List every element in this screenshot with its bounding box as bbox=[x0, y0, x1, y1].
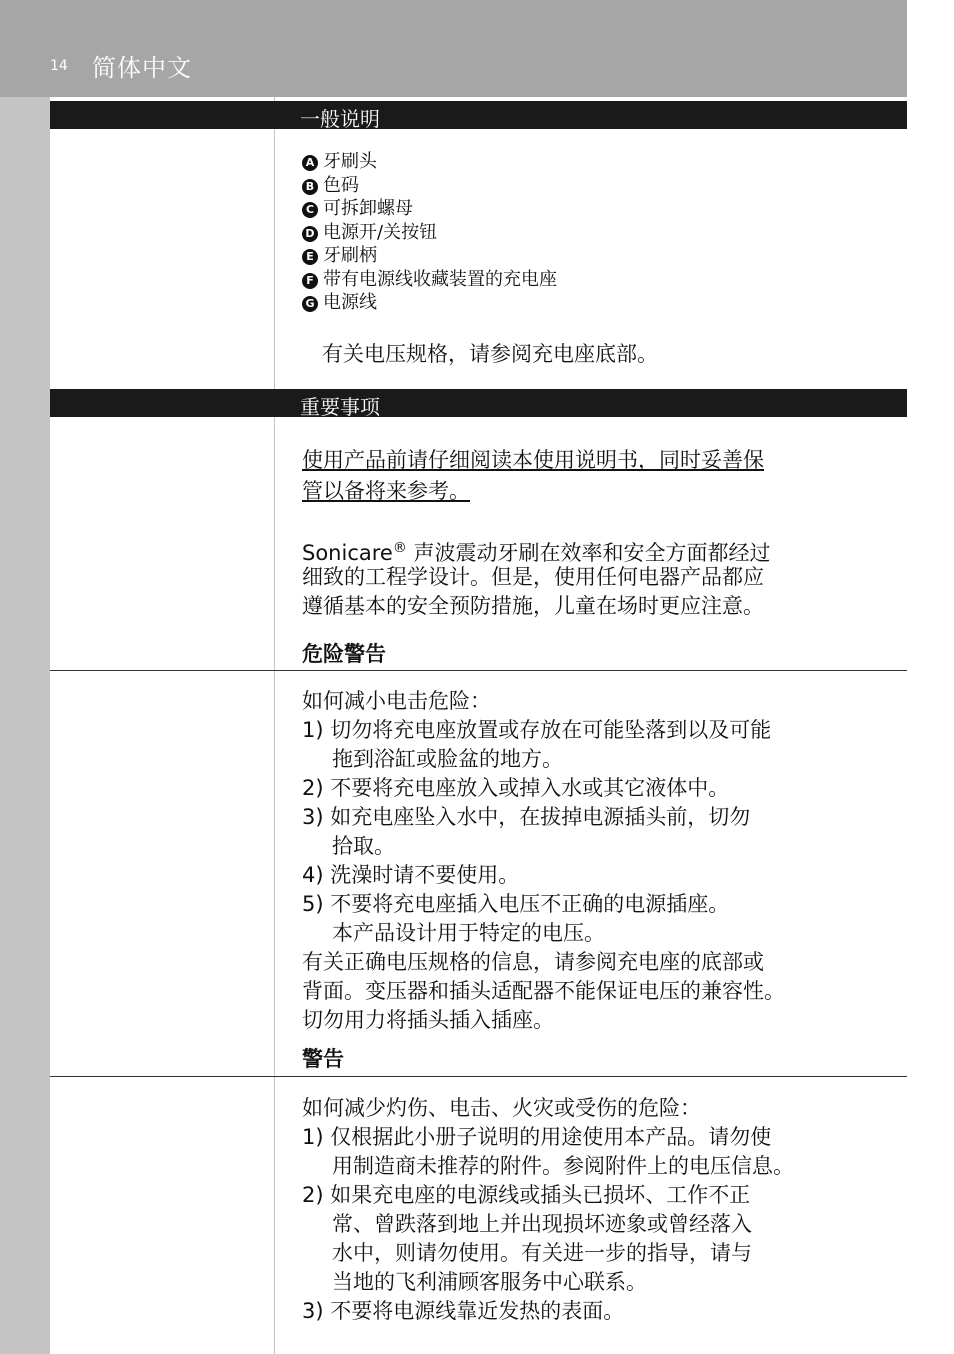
letter-badge: G bbox=[302, 296, 318, 312]
warning-line: 水中，则请勿使用。有关进一步的指导，请与 bbox=[332, 1241, 752, 1265]
letter-badge: E bbox=[302, 249, 318, 265]
danger-line: 拾取。 bbox=[332, 834, 395, 858]
divider bbox=[50, 1076, 907, 1077]
parts-list bbox=[302, 150, 557, 315]
warning-line: 当地的飞利浦顾客服务中心联系。 bbox=[332, 1270, 647, 1294]
section-title: 重要事项 bbox=[300, 395, 380, 419]
warning-line: 2) 如果充电座的电源线或插头已损坏、工作不正 bbox=[302, 1183, 751, 1207]
part-item: D 电源开/关按钮 bbox=[302, 221, 557, 245]
warning-line: 常、曾跌落到地上并出现损坏迹象或曾经落入 bbox=[332, 1212, 752, 1236]
part-item: C 可拆卸螺母 bbox=[302, 197, 557, 221]
letter-badge: C bbox=[302, 202, 318, 218]
danger-line: 1) 切勿将充电座放置或存放在可能坠落到以及可能 bbox=[302, 718, 772, 742]
part-item: E 牙刷柄 bbox=[302, 244, 557, 268]
danger-line: 背面。变压器和插头适配器不能保证电压的兼容性。 bbox=[302, 979, 785, 1003]
divider bbox=[50, 670, 907, 671]
left-white-column bbox=[50, 97, 274, 1354]
warning-line: 3) 不要将电源线靠近发热的表面。 bbox=[302, 1299, 625, 1323]
page-language-title: 简体中文 bbox=[92, 54, 192, 82]
danger-line: 有关正确电压规格的信息，请参阅充电座的底部或 bbox=[302, 950, 764, 974]
registered-mark: ® bbox=[392, 540, 407, 556]
part-item: G 电源线 bbox=[302, 291, 557, 315]
voltage-note: 有关电压规格，请参阅充电座底部。 bbox=[322, 342, 658, 366]
letter-badge: A bbox=[302, 155, 318, 171]
danger-line: 拖到浴缸或脸盆的地方。 bbox=[332, 747, 563, 771]
danger-line: 2) 不要将充电座放入或掉入水或其它液体中。 bbox=[302, 776, 730, 800]
section-heading-general-description bbox=[50, 101, 907, 129]
sonicare-line-2: 细致的工程学设计。但是，使用任何电器产品都应 bbox=[302, 565, 764, 589]
brand-name: Sonicare bbox=[302, 541, 393, 565]
warning-line: 用制造商未推荐的附件。参阅附件上的电压信息。 bbox=[332, 1154, 794, 1178]
part-item: A 牙刷头 bbox=[302, 150, 557, 174]
letter-badge: F bbox=[302, 273, 318, 289]
part-item: F 带有电源线收藏装置的充电座 bbox=[302, 268, 557, 292]
page-number: 14 bbox=[50, 58, 68, 74]
warning-line: 1) 仅根据此小册子说明的用途使用本产品。请勿使 bbox=[302, 1125, 772, 1149]
sonicare-line-1: Sonicare® 声波震动牙刷在效率和安全方面都经过 bbox=[302, 540, 771, 565]
section-heading-important bbox=[50, 389, 907, 417]
danger-line: 3) 如充电座坠入水中，在拔掉电源插头前，切勿 bbox=[302, 805, 751, 829]
letter-badge: D bbox=[302, 226, 318, 242]
warning-heading: 警告 bbox=[302, 1047, 344, 1071]
danger-line: 4) 洗澡时请不要使用。 bbox=[302, 863, 520, 887]
sonicare-line-3: 遵循基本的安全预防措施，儿童在场时更应注意。 bbox=[302, 594, 764, 618]
danger-line: 切勿用力将插头插入插座。 bbox=[302, 1008, 554, 1032]
danger-heading: 危险警告 bbox=[302, 642, 386, 666]
section-title: 一般说明 bbox=[300, 107, 380, 131]
letter-badge: B bbox=[302, 179, 318, 195]
part-item: B 色码 bbox=[302, 174, 557, 198]
warning-line: 如何减少灼伤、电击、火灾或受伤的危险： bbox=[302, 1096, 701, 1120]
intro-line-1: 使用产品前请仔细阅读本使用说明书，同时妥善保 bbox=[302, 448, 764, 472]
danger-line: 本产品设计用于特定的电压。 bbox=[332, 921, 605, 945]
danger-line: 如何减小电击危险： bbox=[302, 689, 491, 713]
danger-line: 5) 不要将充电座插入电压不正确的电源插座。 bbox=[302, 892, 730, 916]
intro-line-2: 管以备将来参考。 bbox=[302, 479, 470, 503]
